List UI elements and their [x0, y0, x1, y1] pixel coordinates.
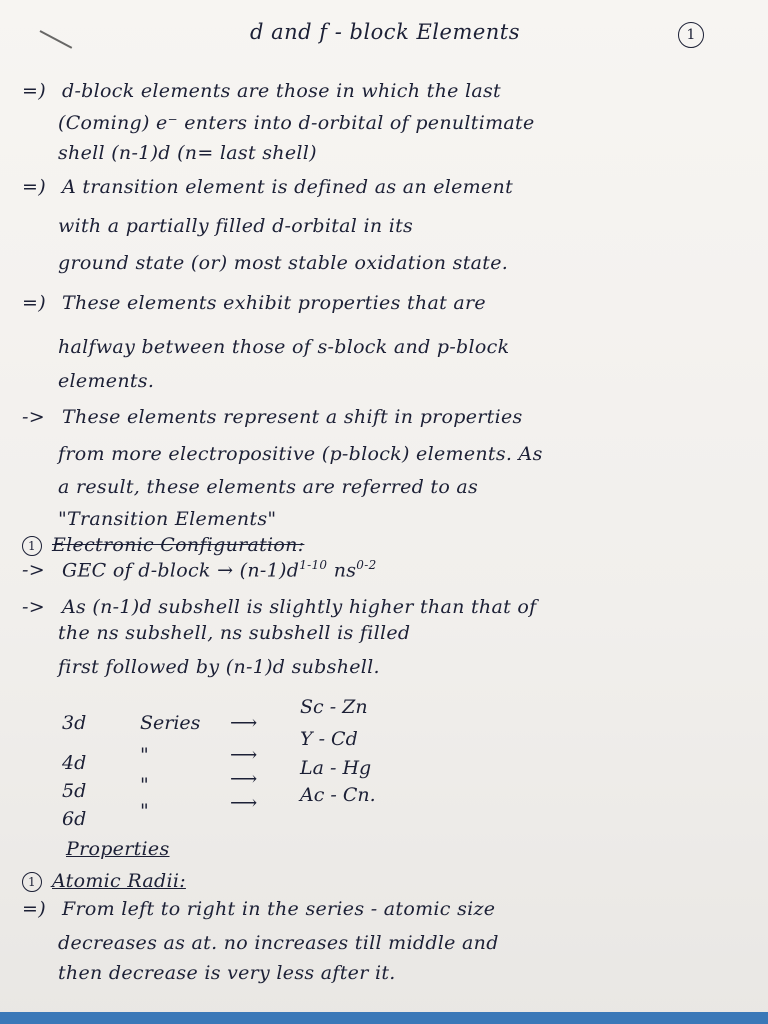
series-arrow: ⟶ — [230, 792, 258, 814]
paragraph-3-line-1: =) These elements exhibit properties that are — [22, 292, 486, 314]
paragraph-4-line-1: -> These elements represent a shift in properties — [22, 406, 523, 428]
series-name: 3d — [62, 712, 87, 734]
bullet-arrow: =) — [22, 898, 46, 920]
desk-edge — [0, 1012, 768, 1024]
series-label: " — [140, 744, 149, 766]
series-label: " — [140, 774, 149, 796]
atomic-radii-line-3: then decrease is very less after it. — [58, 962, 396, 984]
bullet-arrow: =) — [22, 292, 46, 314]
paragraph-1-line-3: shell (n-1)d (n= last shell) — [58, 142, 317, 164]
paragraph-1-line-2: (Coming) e⁻ enters into d-orbital of penultimate — [58, 112, 535, 134]
paragraph-4-line-4: "Transition Elements" — [58, 508, 277, 530]
series-range: Ac - Cn. — [300, 784, 376, 806]
item-number-marker: 1 — [22, 872, 42, 892]
bullet-arrow: =) — [22, 176, 46, 198]
series-arrow: ⟶ — [230, 712, 258, 734]
paragraph-3-line-2: halfway between those of s-block and p-block — [58, 336, 510, 358]
paragraph-2-line-2: with a partially filled d-orbital in its — [58, 215, 414, 237]
series-range: Y - Cd — [300, 728, 358, 750]
paragraph-3-line-3: elements. — [58, 370, 155, 392]
bullet-arrow: -> — [22, 596, 45, 618]
properties-heading: Properties — [66, 838, 170, 860]
page-title: d and f - block Elements — [250, 20, 521, 44]
margin-mark — [40, 30, 73, 49]
atomic-radii-line-2: decreases as at. no increases till middle and — [58, 932, 499, 954]
series-arrow: ⟶ — [230, 744, 258, 766]
bullet-arrow: -> — [22, 559, 45, 582]
paragraph-2-line-3: ground state (or) most stable oxidation state. — [58, 252, 509, 274]
atomic-radii-line-1: =) From left to right in the series - atomic size — [22, 898, 496, 920]
series-label: Series — [140, 712, 201, 734]
series-range: Sc - Zn — [300, 696, 368, 718]
bullet-arrow: =) — [22, 80, 46, 102]
series-range: La - Hg — [300, 757, 372, 779]
series-arrow: ⟶ — [230, 768, 258, 790]
paragraph-1-line-1: =) d-block elements are those in which the last — [22, 80, 501, 102]
bullet-arrow: -> — [22, 406, 45, 428]
paragraph-4-line-2: from more electropositive (p-block) elements. As — [58, 443, 543, 465]
series-name: 6d — [62, 808, 87, 830]
atomic-radii-heading: 1 Atomic Radii: — [22, 870, 186, 892]
subshell-line-1: -> As (n-1)d subshell is slightly higher than that of — [22, 596, 537, 618]
page-number: 1 — [678, 22, 704, 48]
electronic-config-heading: 1 Electronic Configuration: — [22, 534, 304, 556]
paragraph-4-line-3: a result, these elements are referred to as — [58, 476, 479, 498]
gec-line: -> GEC of d-block → $(n-1)d^{1-10}$ $ns^{0-2}$ — [22, 558, 377, 582]
series-label: " — [140, 800, 149, 822]
series-name: 5d — [62, 780, 87, 802]
subshell-line-2: the ns subshell, ns subshell is filled — [58, 622, 411, 644]
section-number-marker: 1 — [22, 536, 42, 556]
subshell-line-3: first followed by (n-1)d subshell. — [58, 656, 380, 678]
series-name: 4d — [62, 752, 87, 774]
paragraph-2-line-1: =) A transition element is defined as an element — [22, 176, 514, 198]
